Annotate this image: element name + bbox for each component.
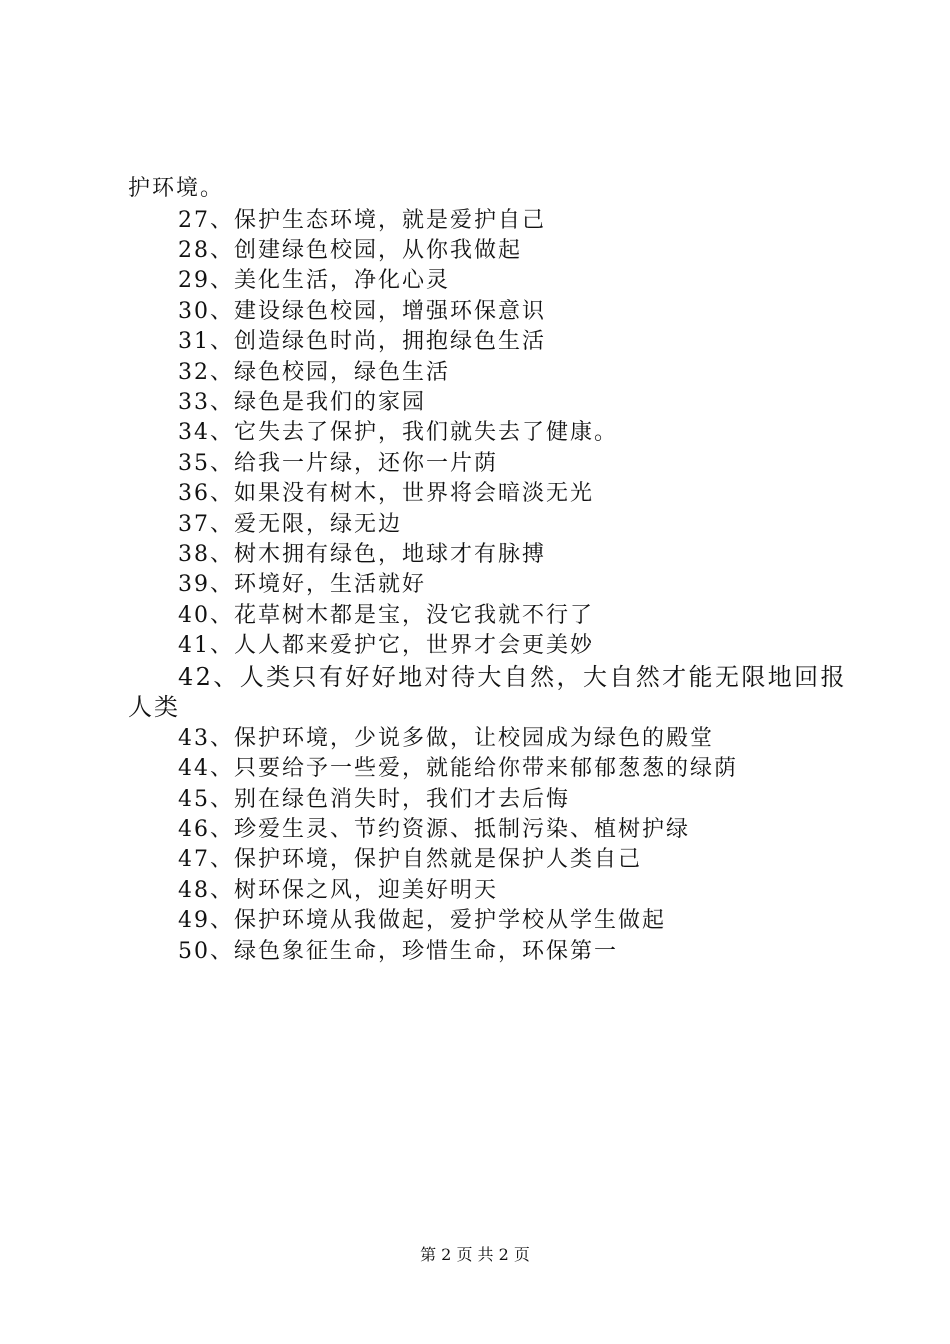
slogan-45: 45、别在绿色消失时，我们才去后悔 xyxy=(178,787,570,812)
slogan-42-continuation: 人类 xyxy=(128,693,180,721)
slogan-42: 42、人类只有好好地对待大自然，大自然才能无限地回报 xyxy=(178,663,847,691)
slogan-43: 43、保护环境，少说多做，让校园成为绿色的殿堂 xyxy=(178,726,714,751)
slogan-49: 49、保护环境从我做起，爱护学校从学生做起 xyxy=(178,908,666,933)
slogan-29: 29、美化生活，净化心灵 xyxy=(178,268,450,293)
slogan-32: 32、绿色校园，绿色生活 xyxy=(178,360,450,385)
slogan-39: 39、环境好，生活就好 xyxy=(178,572,426,597)
slogan-41: 41、人人都来爱护它，世界才会更美妙 xyxy=(178,633,594,658)
slogan-27: 27、保护生态环境，就是爱护自己 xyxy=(178,208,546,233)
slogan-37: 37、爱无限，绿无边 xyxy=(178,512,402,537)
slogan-44: 44、只要给予一些爱，就能给你带来郁郁葱葱的绿荫 xyxy=(178,756,738,781)
slogan-50: 50、绿色象征生命，珍惜生命，环保第一 xyxy=(178,939,618,964)
slogan-47: 47、保护环境，保护自然就是保护人类自己 xyxy=(178,847,642,872)
slogan-48: 48、树环保之风，迎美好明天 xyxy=(178,878,498,903)
slogan-30: 30、建设绿色校园，增强环保意识 xyxy=(178,299,546,324)
slogan-34: 34、它失去了保护，我们就失去了健康。 xyxy=(178,420,618,445)
slogan-40: 40、花草树木都是宝，没它我就不行了 xyxy=(178,603,594,628)
slogan-28: 28、创建绿色校园，从你我做起 xyxy=(178,238,522,263)
slogan-33: 33、绿色是我们的家园 xyxy=(178,390,426,415)
slogan-35: 35、给我一片绿，还你一片荫 xyxy=(178,451,498,476)
slogan-36: 36、如果没有树木，世界将会暗淡无光 xyxy=(178,481,594,506)
text-line-continuation: 护环境。 xyxy=(128,176,225,201)
slogan-46: 46、珍爱生灵、节约资源、抵制污染、植树护绿 xyxy=(178,817,690,842)
page-footer: 第 2 页 共 2 页 xyxy=(420,1245,530,1264)
slogan-31: 31、创造绿色时尚，拥抱绿色生活 xyxy=(178,329,546,354)
slogan-38: 38、树木拥有绿色，地球才有脉搏 xyxy=(178,542,546,567)
